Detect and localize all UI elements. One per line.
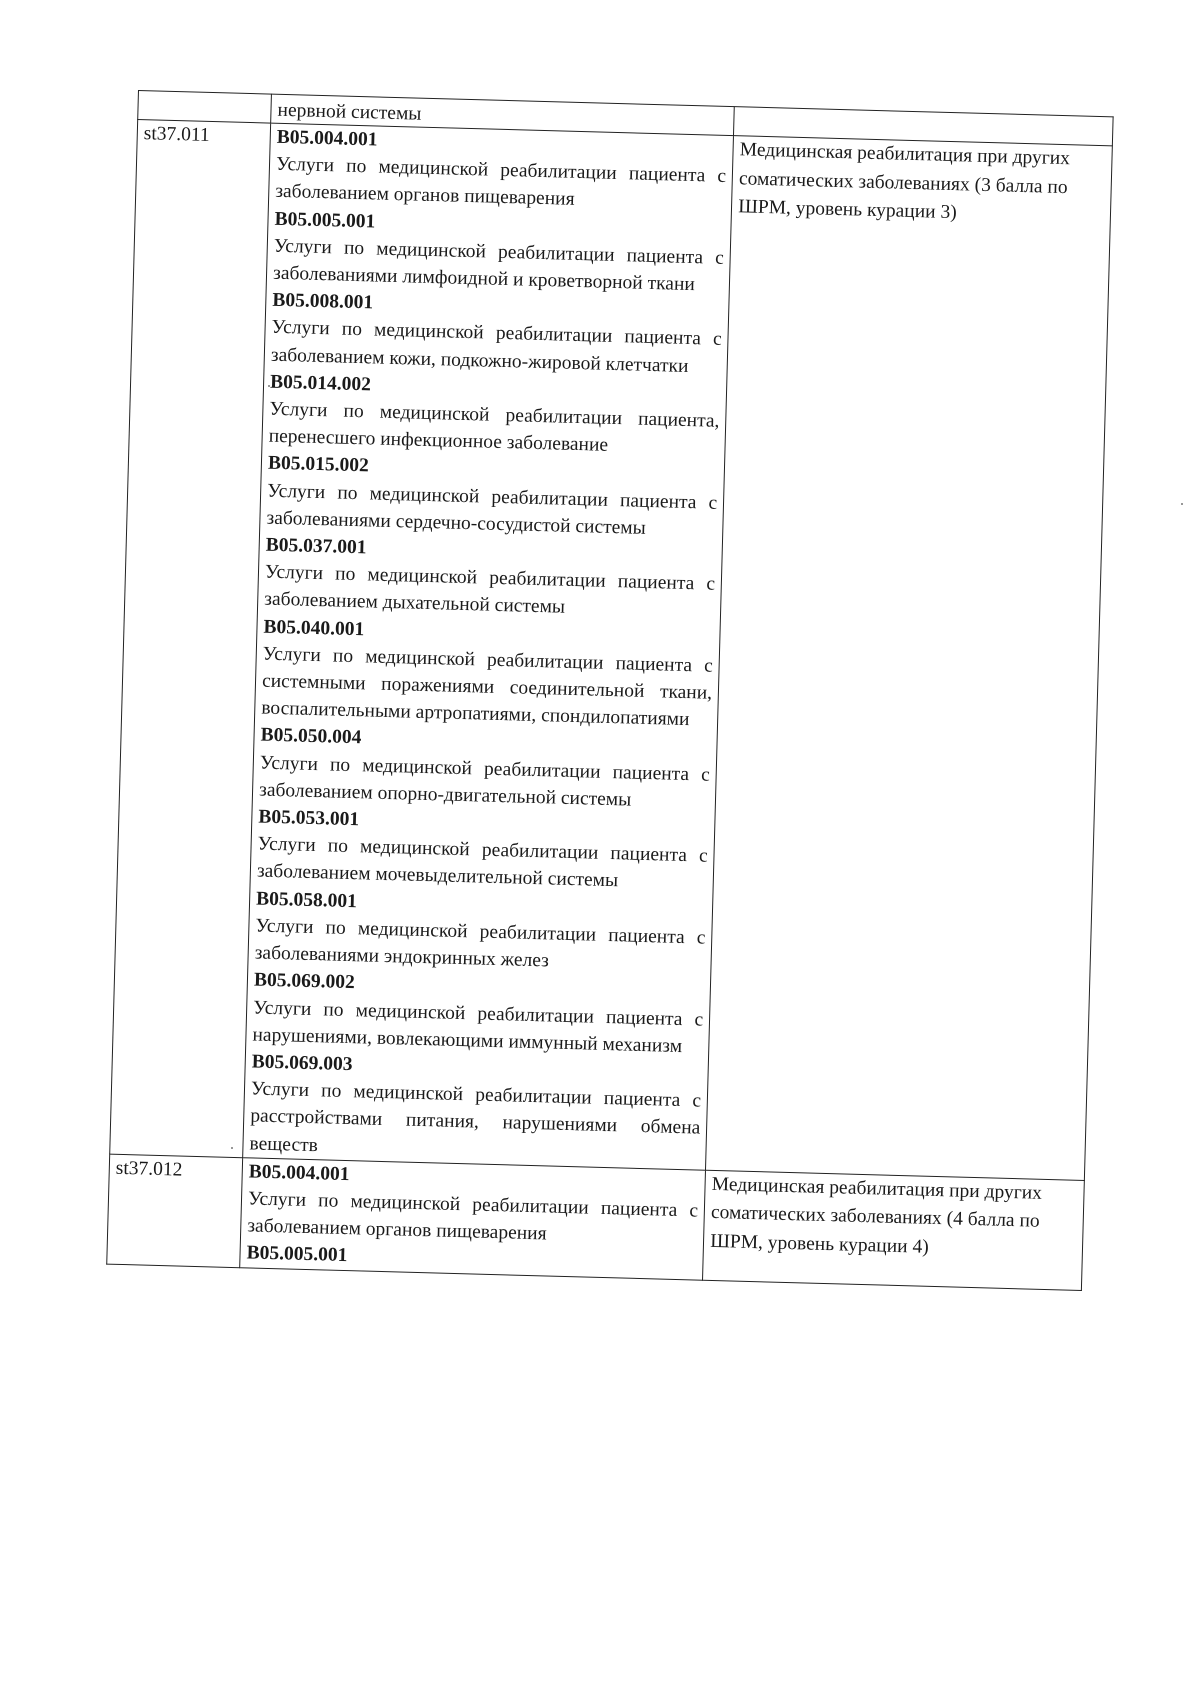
service-description: Услуги по медицинской реабилитации пациента с заболеванием органов пищеварения: [247, 1188, 699, 1245]
service-code: B05.014.002: [269, 371, 372, 396]
service-code: B05.069.003: [251, 1051, 353, 1076]
tariff-table: [106, 90, 1113, 1291]
service-code: B05.050.004: [260, 725, 362, 749]
service-description: Услуги по медицинской реабилитации пациента с заболеванием опорно-двигательной системы: [258, 752, 711, 811]
service-code: B05.058.001: [255, 888, 358, 912]
service-description: Услуги по медицинской реабилитации пациента с заболеваниями эндокринных желез: [254, 915, 706, 972]
service-code: B05.053.001: [258, 806, 360, 831]
service-code: B05.005.001: [246, 1242, 348, 1267]
service-code: B05.004.001: [248, 1161, 350, 1185]
service-description: Услуги по медицинской реабилитации пациента, перенесшего инфекционное заболевание: [268, 398, 720, 457]
scan-speck: [1181, 503, 1183, 505]
table-row: [110, 120, 1113, 1181]
service-description: Услуги по медицинской реабилитации пациента с системными поражениями соединительной ткани, воспалительными артропатиями, спондилопатиями: [261, 643, 714, 731]
rehab-description: Медицинская реабилитация при других соматических заболеваниях (3 балла по ШРМ, уровень курации 3): [737, 139, 1071, 224]
ksg-code-cell: [138, 91, 272, 124]
services-cell: [240, 1157, 706, 1279]
rehab-description: Медицинская реабилитация при других соматических заболеваниях (4 балла по ШРМ, уровень курации 4): [709, 1173, 1043, 1258]
service-code: B05.037.001: [265, 534, 367, 559]
service-description: Услуги по медицинской реабилитации пациента с заболеванием дыхательной системы: [264, 561, 716, 619]
ksg-code-cell: [107, 1154, 243, 1267]
scan-speck: [231, 1147, 233, 1149]
service-code: B05.069.002: [253, 969, 356, 994]
ksg-code: st37.011: [143, 123, 211, 146]
ksg-code: st37.012: [115, 1157, 183, 1181]
service-description: Услуги по медицинской реабилитации пациента с заболеванием органов пищеварения: [275, 153, 727, 211]
service-description: Услуги по медицинской реабилитации пациента с заболеванием мочевыделительной системы: [256, 833, 708, 892]
service-description: Услуги по медицинской реабилитации пациента с нарушениями, вовлекающими иммунный механизм: [252, 996, 704, 1057]
service-code: B05.005.001: [274, 208, 376, 233]
service-code: B05.008.001: [272, 289, 374, 314]
description-cell: [706, 136, 1113, 1181]
service-code: B05.015.002: [267, 453, 370, 477]
service-description: нервной системы: [277, 99, 422, 125]
scanned-sheet: [106, 90, 1113, 1291]
service-code: B05.004.001: [276, 126, 378, 151]
service-description: Услуги по медицинской реабилитации пациента с заболеваниями сердечно-сосудистой системы: [266, 480, 718, 539]
service-code: B05.040.001: [263, 616, 365, 640]
description-cell: [703, 1170, 1085, 1290]
services-cell: [243, 123, 734, 1170]
service-description: Услуги по медицинской реабилитации пациента с расстройствами питания, нарушениями обмена веществ: [249, 1078, 702, 1156]
service-description: Услуги по медицинской реабилитации пациента с заболеванием кожи, подкожно-жировой клетчатки: [270, 317, 722, 377]
scan-speck: [268, 385, 270, 387]
service-description: Услуги по медицинской реабилитации пациента с заболеваниями лимфоидной и кроветворной ткани: [272, 235, 725, 296]
